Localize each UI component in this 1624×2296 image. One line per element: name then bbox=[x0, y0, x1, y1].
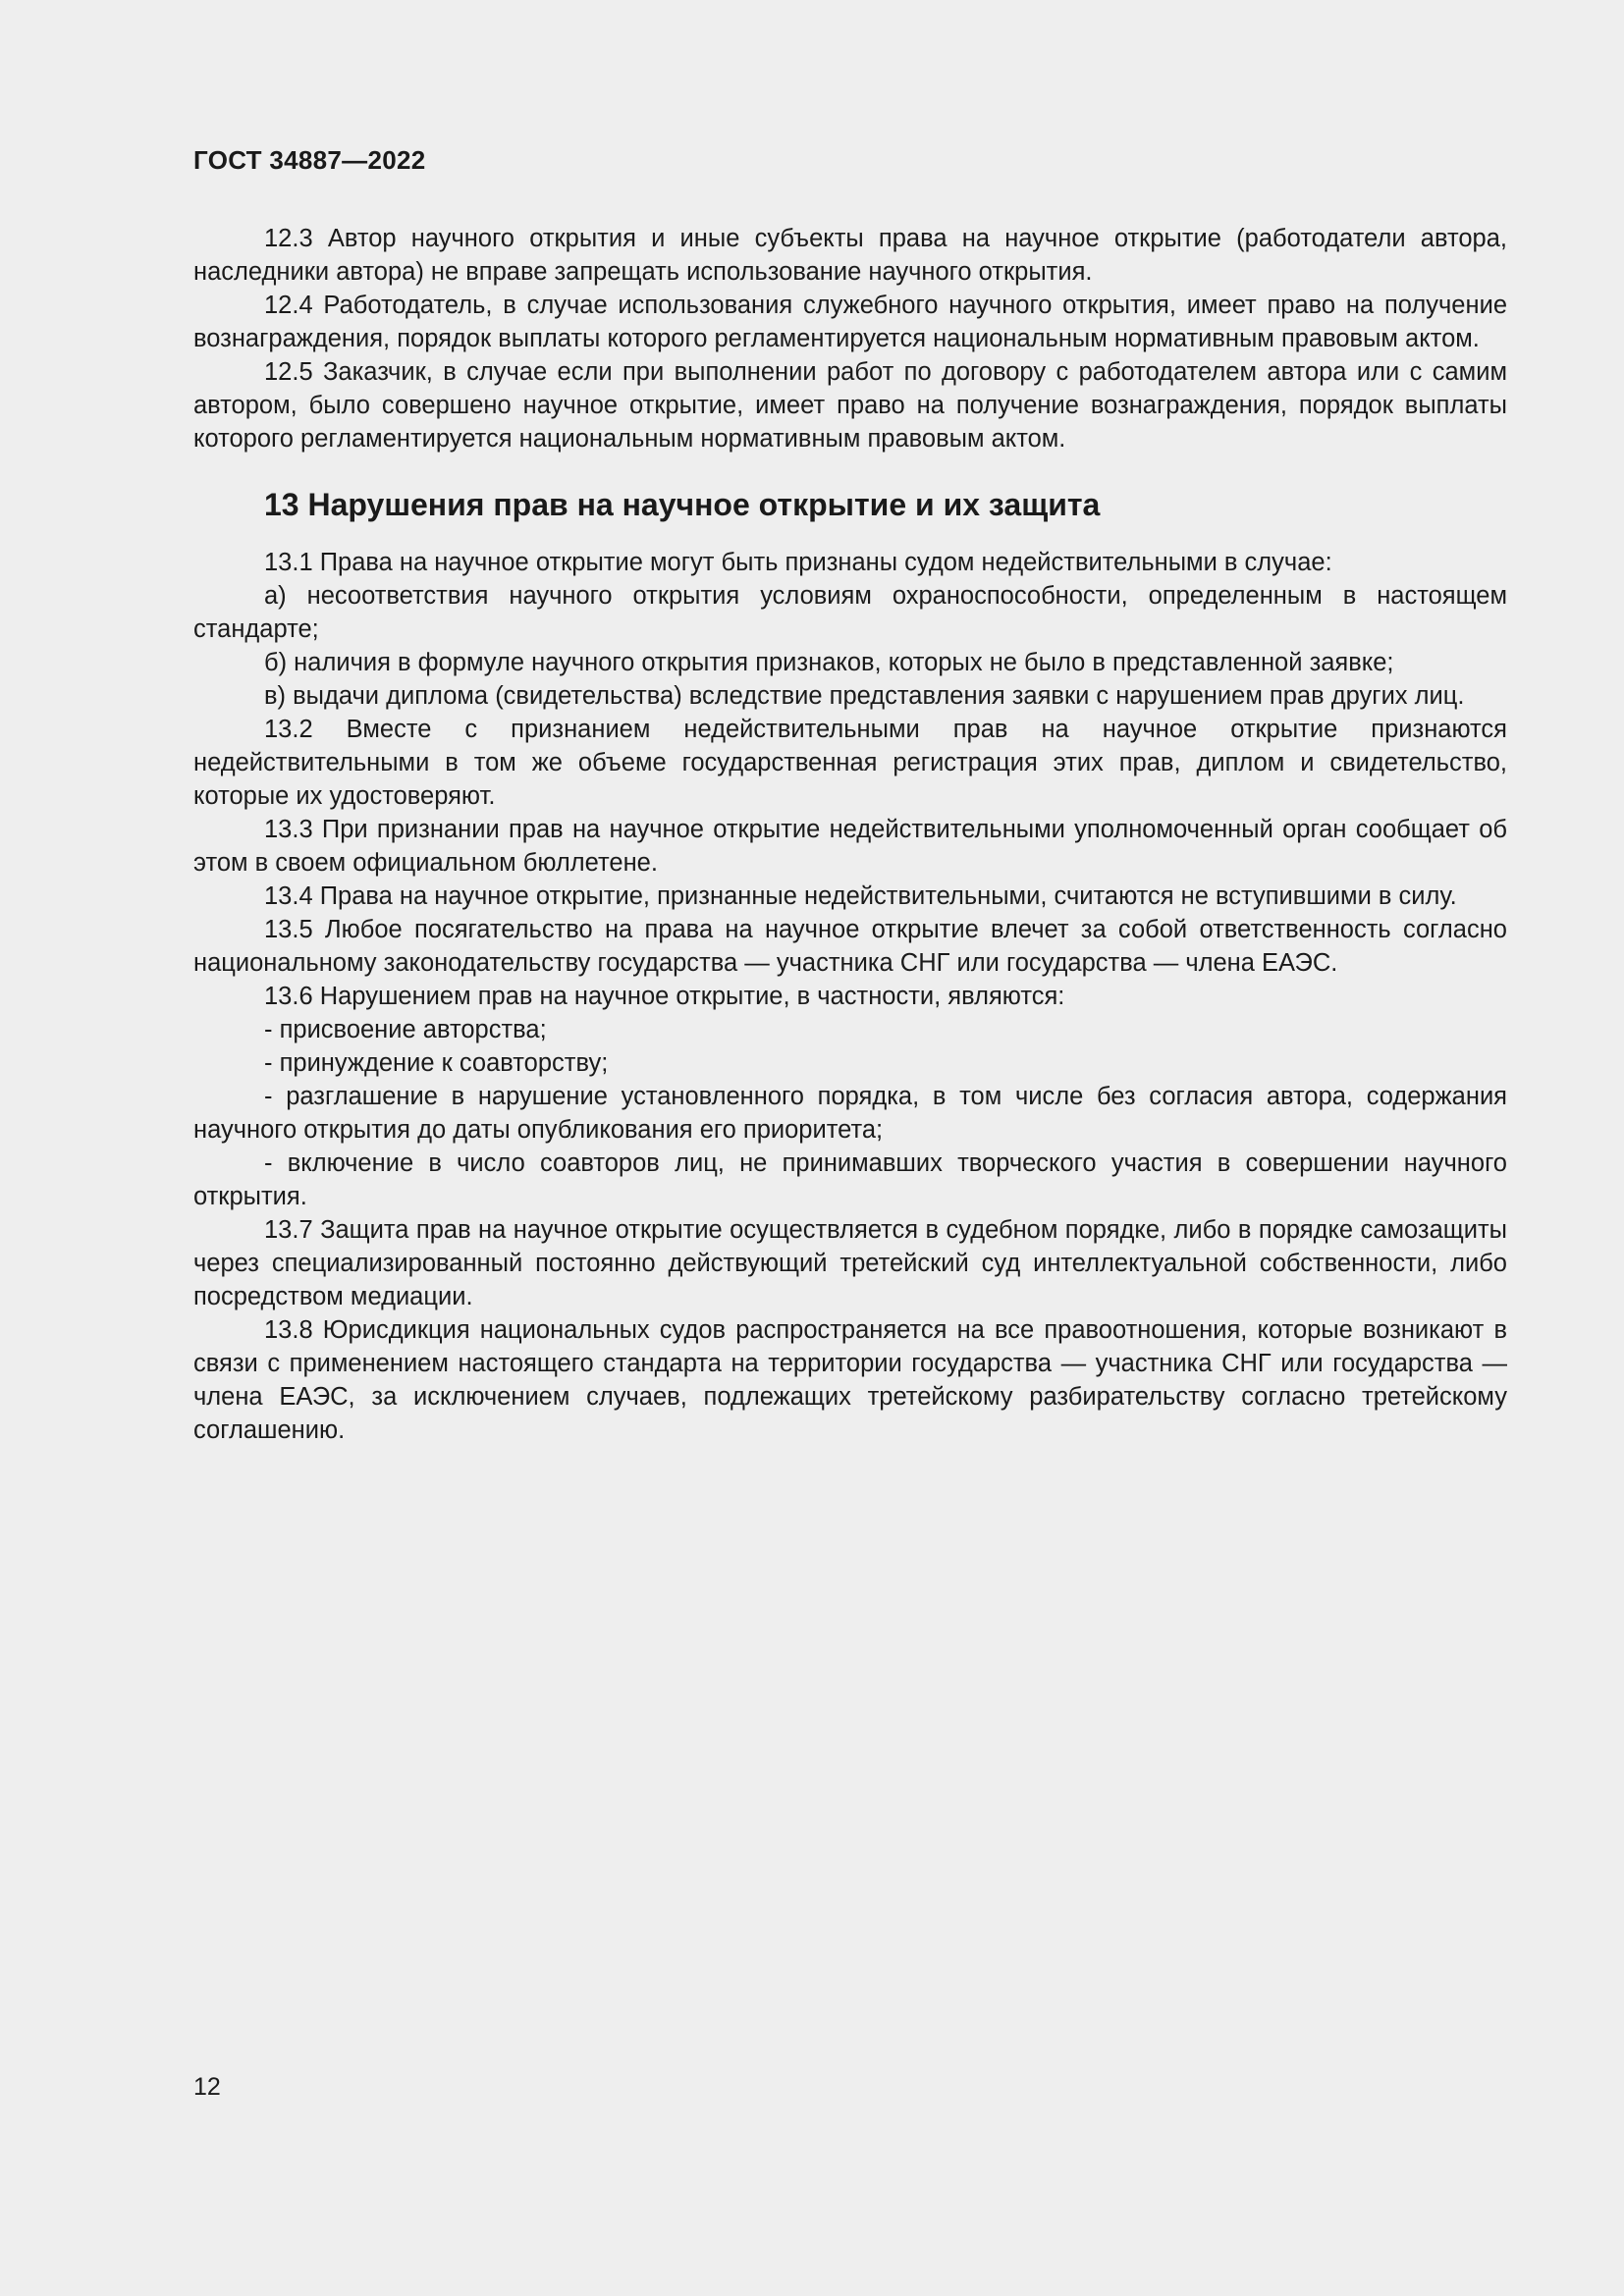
section-13-heading: 13 Нарушения прав на научное открытие и их защита bbox=[264, 487, 1101, 522]
paragraph-13-7: 13.7 Защита прав на научное открытие осуществляется в судебном порядке, либо в порядке самозащиты через специализированный постоянно действующий третейский суд интеллектуальной собственности, либо посредством медиации. bbox=[193, 1216, 1507, 1310]
paragraph-12-5: 12.5 Заказчик, в случае если при выполнении работ по договору с работодателем автора или с самим автором, было совершено научное открытие, имеет право на получение вознаграждения, порядок выплаты которого регламентируется национальным нормативным правовым актом. bbox=[193, 358, 1507, 453]
list-item-13-6-3: - разглашение в нарушение установленного порядка, в том числе без согласия автора, содержания научного открытия до даты опубликования его приоритета; bbox=[193, 1083, 1507, 1144]
list-item-13-1-v: в) выдачи диплома (свидетельства) вследствие представления заявки с нарушением прав других лиц. bbox=[264, 682, 1465, 710]
paragraph-13-3: 13.3 При признании прав на научное открытие недействительными уполномоченный орган сообщает об этом в своем официальном бюллетене. bbox=[193, 816, 1507, 877]
document-code: ГОСТ 34887—2022 bbox=[193, 145, 426, 175]
paragraph-13-6: 13.6 Нарушением прав на научное открытие, в частности, являются: bbox=[264, 983, 1065, 1010]
paragraph-13-4: 13.4 Права на научное открытие, признанные недействительными, считаются не вступившими в силу. bbox=[264, 882, 1457, 910]
list-item-13-6-1: - присвоение авторства; bbox=[264, 1016, 547, 1043]
paragraph-13-1: 13.1 Права на научное открытие могут быть признаны судом недействительными в случае: bbox=[264, 549, 1332, 576]
list-item-13-6-2: - принуждение к соавторству; bbox=[264, 1049, 609, 1077]
document-body bbox=[193, 222, 1507, 1447]
page-number: 12 bbox=[193, 2073, 221, 2101]
list-item-13-1-b: б) наличия в формуле научного открытия признаков, которых не было в представленной заявке; bbox=[264, 649, 1394, 676]
paragraph-13-2: 13.2 Вместе с признанием недействительными прав на научное открытие признаются недействительными в том же объеме государственная регистрация этих прав, диплом и свидетельство, которые их удостоверяют. bbox=[193, 716, 1507, 810]
paragraph-13-5: 13.5 Любое посягательство на права на научное открытие влечет за собой ответственность согласно национальному законодательству государства — участника СНГ или государства — члена ЕАЭС. bbox=[193, 916, 1507, 977]
paragraph-12-4: 12.4 Работодатель, в случае использования служебного научного открытия, имеет право на получение вознаграждения, порядок выплаты которого регламентируется национальным нормативным правовым актом. bbox=[193, 292, 1507, 352]
paragraph-13-8: 13.8 Юрисдикция национальных судов распространяется на все правоотношения, которые возникают в связи с применением настоящего стандарта на территории государства — участника СНГ или государства — члена ЕАЭС, за исключением случаев, подлежащих третейскому разбирательству согласно третейскому соглашению. bbox=[193, 1316, 1507, 1444]
list-item-13-6-4: - включение в число соавторов лиц, не принимавших творческого участия в совершении научного открытия. bbox=[193, 1149, 1507, 1210]
paragraph-12-3: 12.3 Автор научного открытия и иные субъекты права на научное открытие (работодатели автора, наследники автора) не вправе запрещать использование научного открытия. bbox=[193, 225, 1507, 286]
list-item-13-1-a: а) несоответствия научного открытия условиям охраноспособности, определенным в настоящем стандарте; bbox=[193, 582, 1507, 643]
